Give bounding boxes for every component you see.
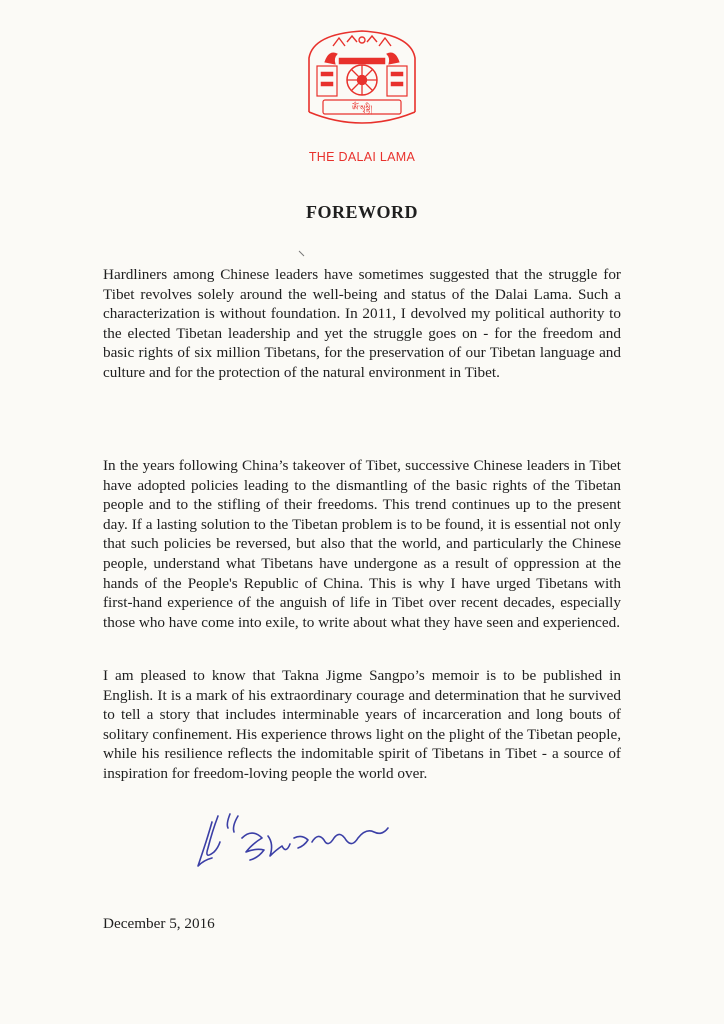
signature-image	[190, 808, 402, 872]
stray-mark-icon	[298, 250, 306, 258]
seal-script-text: ༀ་སྭསྟི།	[351, 104, 373, 113]
dalai-lama-seal-logo	[303, 28, 421, 132]
paragraph-1: Hardliners among Chinese leaders have sometimes suggested that the struggle for Tibet revolves solely around the well-being and status of the Dalai Lama. Such a characterization is without foundation. In 2011, I devolved my political authority to the elected Tibetan leadership and yet the struggle goes on - for the freedom and basic rights of six million Tibetans, for the preservation of our Tibetan language and culture and for the protection of the natural environment in Tibet.	[103, 266, 621, 381]
page-title: FOREWORD	[306, 202, 418, 222]
paragraph-2: In the years following China’s takeover of Tibet, successive Chinese leaders in Tibet have adopted policies leading to the dismantling of the basic rights of the Tibetan people and to the stifling of their freedoms. This trend continues up to the present day. If a lasting solution to the Tibetan problem is to be found, it is essential not only that such policies be reversed, but also that the world, and particularly the Chinese people, understand what Tibetans have undergone as a result of oppression at the hands of the People's Republic of China. This is why I have urged Tibetans with first-hand experience of the anguish of life in Tibet over recent decades, especially those who have come into exile, to write about what they have seen and experienced.	[103, 457, 621, 631]
paragraph-3: I am pleased to know that Takna Jigme Sangpo’s memoir is to be published in English. It is a mark of his extraordinary courage and determination that he survived to tell a story that includes interminable years of incarceration and long bouts of solitary confinement. His experience throws light on the plight of the Tibetan people, while his resilience reflects the indomitable spirit of Tibetans in Tibet - a source of inspiration for freedom-loving people the world over.	[103, 667, 621, 782]
letter-date: December 5, 2016	[103, 915, 215, 932]
office-name: THE DALAI LAMA	[308, 150, 416, 164]
